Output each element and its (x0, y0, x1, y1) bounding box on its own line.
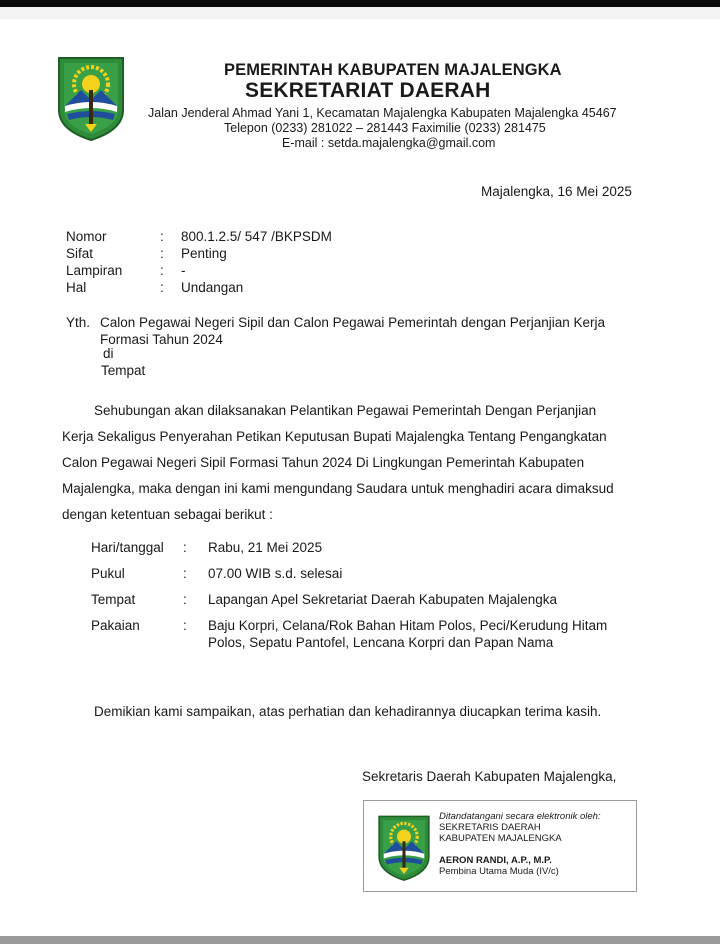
detail-value: Rabu, 21 Mei 2025 (208, 540, 323, 555)
body-paragraph (62, 398, 662, 528)
detail-colon: : (183, 592, 187, 607)
letterhead-government: PEMERINTAH KABUPATEN MAJALENGKA (224, 61, 562, 79)
recipient-line2: Formasi Tahun 2024 (100, 332, 223, 347)
esign-text (439, 811, 601, 877)
body-line: dengan ketentuan sebagai berikut : (62, 507, 273, 522)
detail-value: 07.00 WIB s.d. selesai (208, 566, 343, 581)
regency-emblem-icon (376, 813, 432, 882)
letterhead-address: Jalan Jenderal Ahmad Yani 1, Kecamatan Majalengka Kabupaten Majalengka 45467 (148, 106, 617, 120)
meta-row-hal (66, 279, 332, 296)
detail-row-date (91, 539, 628, 565)
closing-sentence: Demikian kami sampaikan, atas perhatian dan kehadirannya diucapkan terima kasih. (94, 704, 602, 719)
letter-date: Majalengka, 16 Mei 2025 (481, 184, 632, 199)
meta-key: Lampiran (66, 263, 123, 278)
meta-key: Sifat (66, 246, 94, 261)
body-line: Kerja Sekaligus Penyerahan Petikan Keputusan Bupati Majalengka Tentang Pengangkatan (62, 429, 607, 444)
electronic-signature-box (363, 800, 637, 892)
meta-colon: : (160, 246, 164, 261)
top-gray-strip (0, 7, 720, 19)
body-line: Calon Pegawai Negeri Sipil Formasi Tahun 2024 Di Lingkungan Pemerintah Kabupaten (62, 455, 585, 470)
meta-value: - (181, 263, 186, 278)
detail-row-place (91, 591, 628, 617)
body-line: Majalengka, maka dengan ini kami mengundang Saudara untuk menghadiri acara dimaksud (62, 481, 614, 496)
recipient-line1: Calon Pegawai Negeri Sipil dan Calon Pegawai Pemerintah dengan Perjanjian Kerja (100, 315, 606, 330)
recipient-text (100, 314, 690, 348)
esign-role2: KABUPATEN MAJALENGKA (439, 833, 562, 845)
detail-key: Hari/tanggal (91, 540, 164, 555)
detail-key: Tempat (91, 592, 136, 607)
detail-row-time (91, 565, 628, 591)
letterhead-office: SEKRETARIAT DAERAH (245, 79, 491, 102)
detail-row-attire (91, 617, 628, 651)
recipient-place: Tempat (101, 363, 146, 378)
esign-note: Ditandatangani secara elektronik oleh: (439, 811, 601, 822)
meta-row-sifat (66, 245, 332, 262)
meta-key: Hal (66, 280, 87, 295)
esign-name: AERON RANDI, A.P., M.P. (439, 854, 552, 866)
meta-value: 800.1.2.5/ 547 /BKPSDM (181, 229, 332, 244)
recipient-di: di (103, 346, 114, 361)
esign-role1: SEKRETARIS DAERAH (439, 822, 541, 834)
detail-colon: : (183, 618, 187, 633)
letterhead-email: E-mail : setda.majalengka@gmail.com (282, 136, 496, 150)
esign-rank: Pembina Utama Muda (IV/c) (439, 865, 559, 877)
detail-colon: : (183, 540, 187, 555)
meta-colon: : (160, 280, 164, 295)
meta-value: Undangan (181, 280, 244, 295)
detail-value: Lapangan Apel Sekretariat Daerah Kabupaten Majalengka (208, 592, 558, 607)
letterhead-phone: Telepon (0233) 281022 – 281443 Faximilie (0233) 281475 (224, 121, 546, 135)
letter-meta (66, 228, 332, 296)
top-status-bar (0, 0, 720, 7)
meta-row-lampiran (66, 262, 332, 279)
meta-colon: : (160, 263, 164, 278)
bottom-gray-bar (0, 936, 720, 944)
event-details (91, 539, 628, 651)
meta-colon: : (160, 229, 164, 244)
detail-key: Pakaian (91, 618, 140, 633)
regency-emblem-icon (55, 54, 127, 142)
recipient-block (66, 314, 686, 347)
detail-key: Pukul (91, 566, 125, 581)
recipient-prefix: Yth. (66, 315, 91, 330)
detail-value: Baju Korpri, Celana/Rok Bahan Hitam Polos, Peci/Kerudung Hitam Polos, Sepatu Pantofel, Lencana Korpri dan Papan Nama (208, 618, 608, 650)
meta-row-nomor (66, 228, 332, 245)
signer-title: Sekretaris Daerah Kabupaten Majalengka, (362, 769, 617, 784)
meta-key: Nomor (66, 229, 107, 244)
body-line: Sehubungan akan dilaksanakan Pelantikan Pegawai Pemerintah Dengan Perjanjian (94, 403, 597, 418)
detail-colon: : (183, 566, 187, 581)
meta-value: Penting (181, 246, 227, 261)
